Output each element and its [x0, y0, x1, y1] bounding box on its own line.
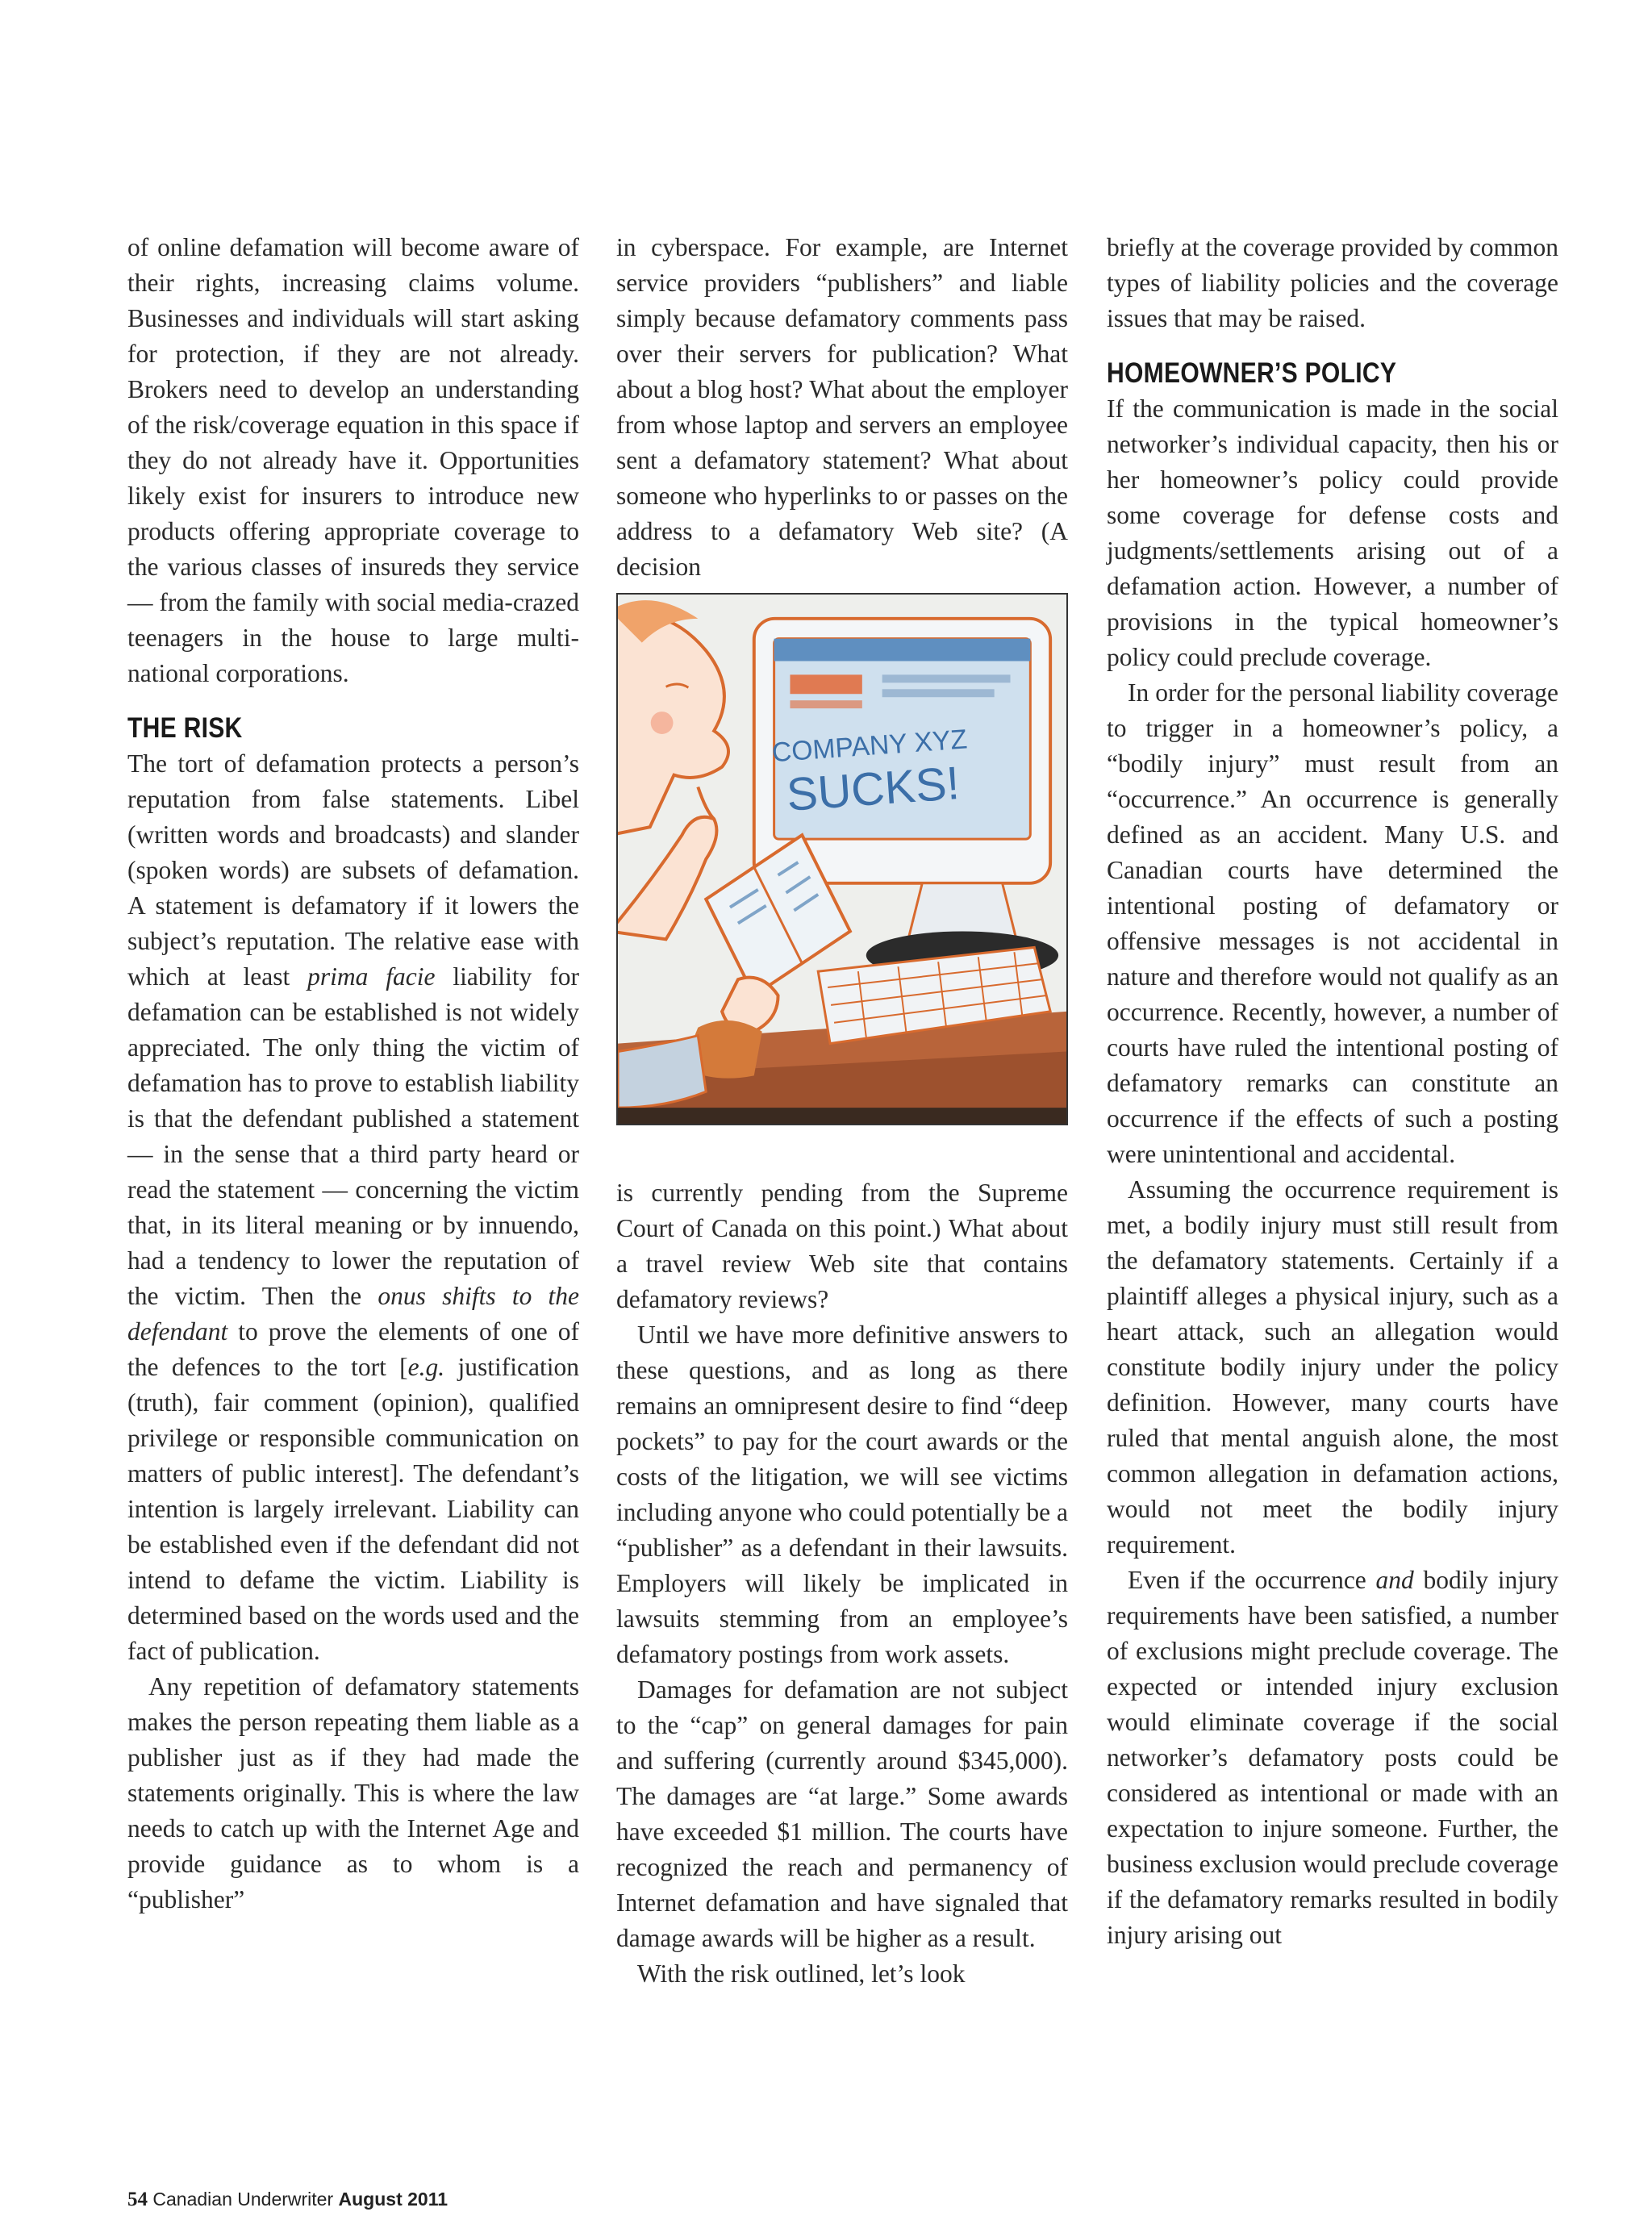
- italic-term: prima facie: [307, 962, 436, 991]
- screen-caption-line1: COMPANY XYZ: [770, 724, 969, 769]
- text-run: to prove the elements of one of the defences to the tort [: [127, 1317, 580, 1381]
- paragraph: In order for the personal liability coverage to trigger in a homeowner’s policy, a “bodily injury” must result from an “occurrence.” An occurrence is generally defined as an accident. Many U.S. and Canadian courts have determined the intentional posting of defamatory or offensive messages is not accidental in nature and therefore would not qualify as an occurrence. Recently, however, a number of courts have ruled the intentional posting of defamatory remarks can constitute an occurrence if the effects of such a posting were unintentional and accidental.: [1107, 678, 1558, 1168]
- text-run: liability for defamation can be established is not widely appreciated. The only thing the victim of defamation has to prove to establish liability is that the defendant published a statement — in the sense that a third party heard or read the statement — concerning the victim that, in its literal meaning or by innuendo, had a tendency to lower the reputation of the victim. Then the: [127, 962, 579, 1310]
- paragraph: With the risk outlined, let’s look: [637, 1959, 966, 1988]
- issue-date: August 2011: [338, 2189, 448, 2210]
- paragraph: Assuming the occurrence requirement is met, a bodily injury must still result from the defamatory statements. Certainly if a plaintiff alleges a physical injury, such as a heart attack, such an allegation would constitute bodily injury under the policy definition. However, many courts have ruled that mental anguish alone, the most common allegation in defamation actions, would not meet the bodily injury requirement.: [1107, 1175, 1558, 1559]
- page-number: 54: [127, 2189, 148, 2210]
- paragraph: Until we have more definitive answers to these questions, and as long as there remains an omnipresent desire to find “deep pockets” to pay for the court awards or the costs of the litigation, we will see victims including anyone who could potentially be a “publisher” as a defendant in their lawsuits. Employers will likely be implicated in lawsuits stemming from an employee’s defamatory postings from work assets.: [616, 1321, 1068, 1668]
- italic-term: onus shifts to the defendant: [127, 1282, 580, 1346]
- paragraph: If the communication is made in the social networker’s individual capacity, then his or her homeowner’s policy could provide some coverage for defense costs and judgments/settlements arising out of a defamation action. However, a number of provisions in the typical homeowner’s policy could preclude coverage.: [1107, 394, 1558, 671]
- paragraph: briefly at the coverage provided by common types of liability policies and the coverage issues that may be raised.: [1107, 233, 1558, 332]
- paragraph: in cyberspace. For example, are Internet service providers “publishers” and liable simply because defamatory comments pass over their servers for publication? What about a blog host? What about the employer from whose laptop and servers an employee sent a defamatory statement? What about someone who hyperlinks to or passes on the address to a defamatory Web site? (A decision: [616, 233, 1068, 581]
- paragraph: of online defamation will become aware of their rights, increasing claims volume. Businesses and individuals will start asking for protection, if they are not already. Brokers need to develop an understanding of the risk/coverage equation in this space if they do not already have it. Opportunities likely exist for insurers to introduce new products offering appropriate coverage to the various classes of insureds they service — from the family with social media-crazed teenagers in the house to large multi-national corporations.: [127, 233, 579, 687]
- text-run: bodily injury requirements have been satisfied, a number of exclusions might preclude coverage. The expected or intended injury exclusion would eliminate coverage if the social networker’s defamatory posts could be considered as intentional or made with an expectation to injure someone. Further, the business exclusion would preclude coverage if the defamatory remarks resulted in bodily injury arising out: [1107, 1566, 1558, 1949]
- paragraph: [1107, 1563, 1558, 1953]
- italic-term: and: [1375, 1566, 1414, 1594]
- screen-caption-line2: SUCKS!: [785, 757, 962, 821]
- paragraph: is currently pending from the Supreme Court of Canada on this point.) What about a travel review Web site that contains defamatory reviews?: [616, 1179, 1068, 1313]
- publication-name: Canadian Underwriter: [152, 2189, 334, 2210]
- section-heading-homeowners-policy: HOMEOWNER’S POLICY: [1107, 357, 1397, 389]
- text-run: Even if the occurrence: [1128, 1566, 1366, 1594]
- page-footer: [127, 2188, 448, 2211]
- text-run: The tort of defamation protects a person’s reputation from false statements. Libel (written words and broadcasts) and slander (spoken words) are subsets of defamation. A statement is defamatory if it lowers the subject’s reputation. The relative ease with which at least: [127, 749, 579, 991]
- paragraph: [127, 746, 579, 1669]
- text-run: justification (truth), fair comment (opinion), qualified privilege or responsible communication on matters of public interest]. The defendant’s intention is largely irrelevant. Liability can be established even if the defendant did not intend to defame the victim. Liability is determined based on the words used and the fact of publication.: [127, 1353, 579, 1665]
- column-1: [127, 230, 579, 1918]
- italic-term: e.g.: [407, 1353, 445, 1381]
- paragraph: Damages for defamation are not subject to the “cap” on general damages for pain and suffering (currently around $345,000). The damages are “at large.” Some awards have exceeded $1 million. The courts have recognized the reach and permanency of Internet defamation and have signaled that damage awards will be higher as a result.: [616, 1676, 1068, 1952]
- paragraph: Any repetition of defamatory statements makes the person repeating them liable as a publisher just as if they had made the statements originally. This is where the law needs to catch up with the Internet Age and provide guidance as to whom is a “publisher”: [127, 1672, 579, 1913]
- illustration-computer-screen: [616, 593, 1068, 1125]
- column-3: [1107, 230, 1558, 1953]
- section-heading-the-risk: THE RISK: [127, 712, 243, 744]
- column-2: [616, 230, 1068, 1992]
